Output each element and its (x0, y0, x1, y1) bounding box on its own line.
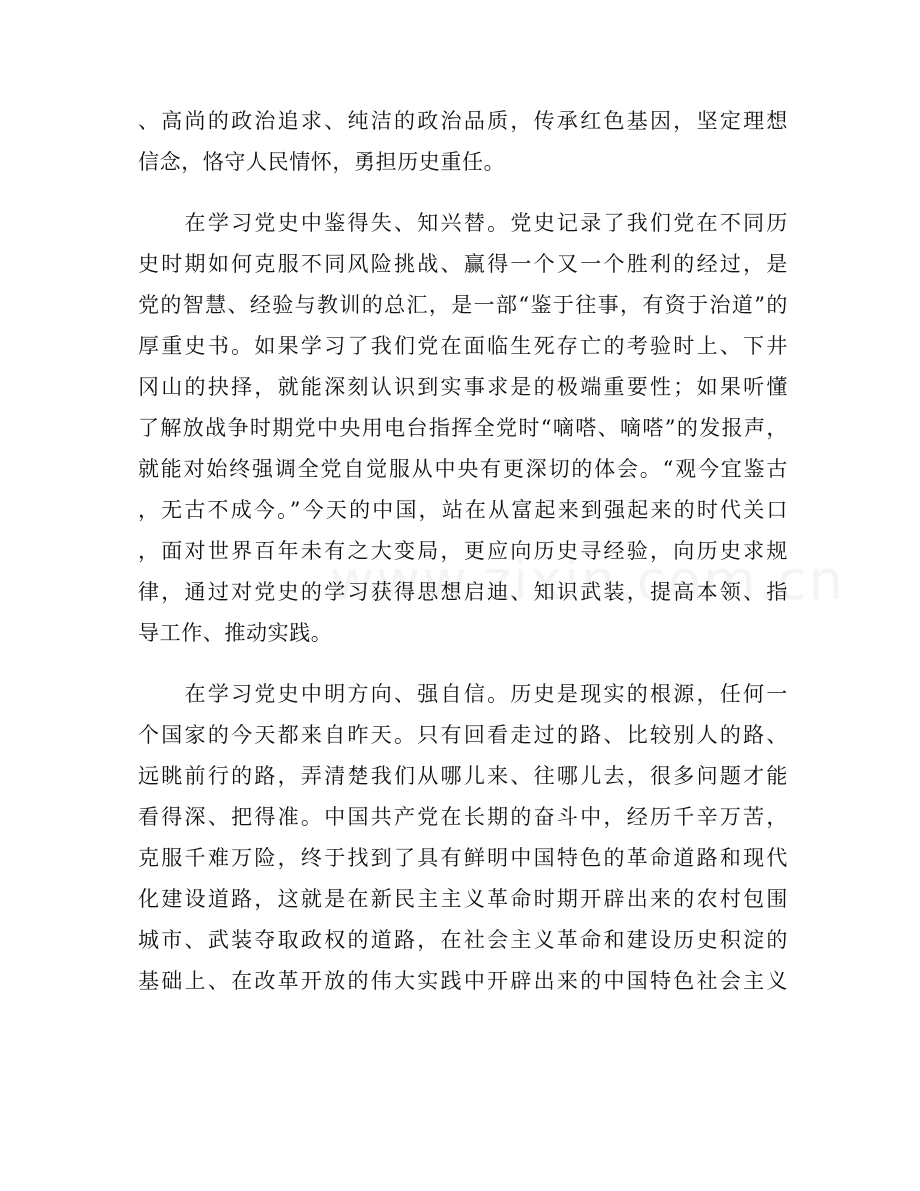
text-line: ，面对世界百年未有之大变局，更应向历史寻经验，向历史求规 (138, 539, 788, 563)
paragraph (138, 203, 788, 654)
text-line: 党的智慧、经验与教训的总汇，是一部“鉴于往事，有资于治道”的 (138, 293, 788, 317)
text-line: 在学习党史中明方向、强自信。历史是现实的根源，任何一 (138, 682, 788, 706)
text-line: 基础上、在改革开放的伟大实践中开辟出来的中国特色社会主义 (138, 969, 788, 993)
document-body (138, 101, 788, 1002)
text-line: 厚重史书。如果学习了我们党在面临生死存亡的考验时上、下井 (138, 334, 788, 358)
text-line: 了解放战争时期党中央用电台指挥全党时“嘀嗒、嘀嗒”的发报声， (138, 416, 788, 440)
text-line: 克服千难万险，终于找到了具有鲜明中国特色的革命道路和现代 (138, 846, 788, 870)
text-line: 化建设道路，这就是在新民主主义革命时期开辟出来的农村包围 (138, 887, 788, 911)
text-line: 史时期如何克服不同风险挑战、赢得一个又一个胜利的经过，是 (138, 252, 788, 276)
text-line: 城市、武装夺取政权的道路，在社会主义革命和建设历史积淀的 (138, 928, 788, 952)
paragraph (138, 674, 788, 1002)
text-line: 、高尚的政治追求、纯洁的政治品质，传承红色基因，坚定理想 (138, 109, 788, 133)
text-line: 冈山的抉择，就能深刻认识到实事求是的极端重要性；如果听懂 (138, 375, 788, 399)
text-line: ，无古不成今。”今天的中国，站在从富起来到强起来的时代关口 (138, 498, 788, 522)
text-line: 个国家的今天都来自昨天。只有回看走过的路、比较别人的路、 (138, 723, 788, 747)
paragraph (138, 101, 788, 183)
text-line: 导工作、推动实践。 (138, 621, 333, 645)
text-line: 律，通过对党史的学习获得思想启迪、知识武装，提高本领、指 (138, 580, 788, 604)
paragraph-gap (138, 183, 788, 203)
text-line: 信念，恪守人民情怀，勇担历史重任。 (138, 150, 506, 174)
text-line: 看得深、把得准。中国共产党在长期的奋斗中，经历千辛万苦， (138, 805, 788, 829)
text-line: 就能对始终强调全党自觉服从中央有更深切的体会。“观今宜鉴古 (138, 457, 788, 481)
text-line: 远眺前行的路，弄清楚我们从哪儿来、往哪儿去，很多问题才能 (138, 764, 788, 788)
text-line: 在学习党史中鉴得失、知兴替。党史记录了我们党在不同历 (138, 211, 788, 235)
paragraph-gap (138, 654, 788, 674)
